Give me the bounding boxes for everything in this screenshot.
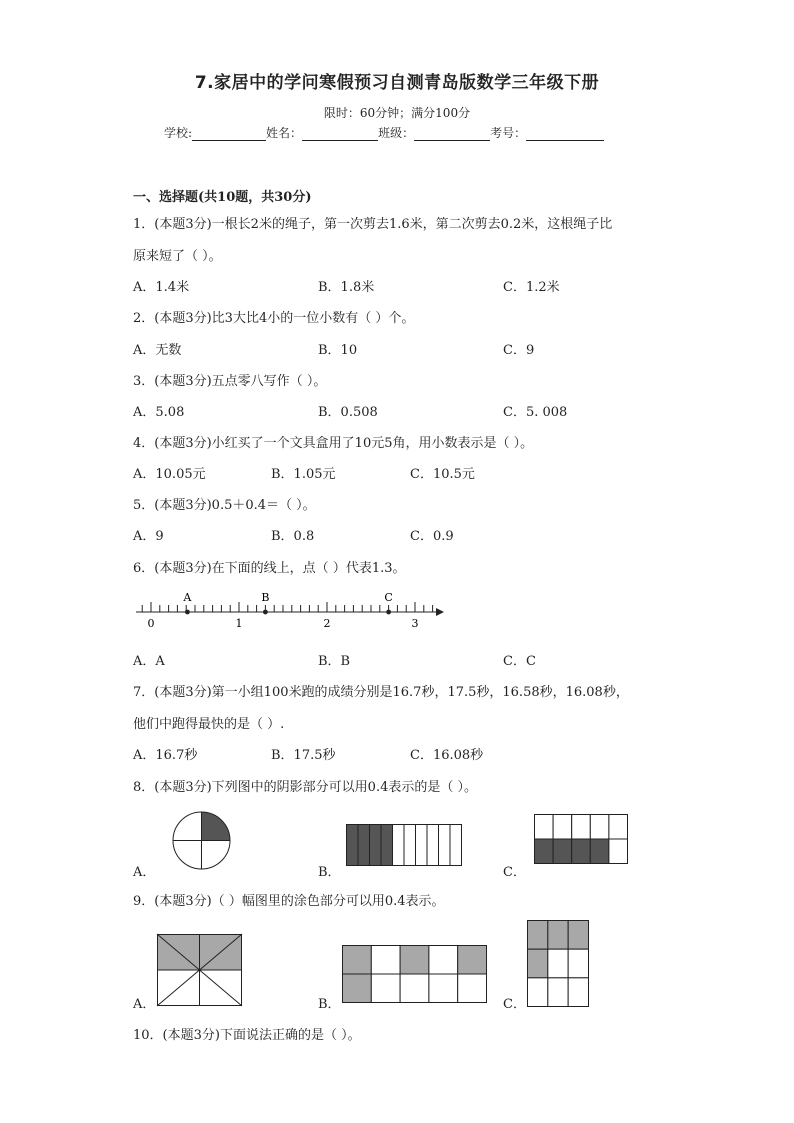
shaded-cell: [572, 839, 591, 864]
point-c-marker: [386, 610, 391, 615]
ten-strip-four-shaded-figure: [346, 824, 462, 866]
student-info-row: [164, 124, 604, 141]
shaded-cell: [548, 921, 568, 950]
empty-cell: [427, 825, 439, 866]
question-8-option-c[interactable]: C．: [503, 865, 526, 880]
empty-cell: [439, 825, 451, 866]
empty-cell: [572, 815, 591, 840]
arrow-head-icon: [436, 608, 444, 616]
question-2-text: 2．(本题3分)比3大比4小的一位小数有（ ）个。: [133, 311, 415, 326]
question-1-text-line2: 原来短了（ ）。: [133, 249, 222, 264]
question-1-text: 1．(本题3分)一根长2米的绳子，第一次剪去1.6米，第二次剪去0.2米，这根绳子比: [133, 217, 613, 232]
empty-cell: [548, 978, 568, 1007]
shaded-cell: [568, 921, 588, 950]
shaded-cell: [528, 949, 548, 978]
question-4-option-c[interactable]: C．10.5元: [410, 467, 475, 482]
question-7-text: 7．(本题3分)第一小组100米跑的成绩分别是16.7秒，17.5秒，16.58秒，16.08秒，: [133, 685, 629, 700]
name-blank[interactable]: [302, 127, 378, 141]
question-7-option-c[interactable]: C．16.08秒: [410, 748, 484, 763]
tick-label-3: 3: [411, 617, 419, 630]
question-9-option-a[interactable]: A．: [133, 997, 156, 1012]
exam-no-label: 考号：: [490, 126, 527, 140]
point-a-marker: [185, 610, 190, 615]
number-line-figure: [130, 585, 450, 633]
question-10-text: 10．(本题3分)下面说法正确的是（ ）。: [133, 1028, 361, 1043]
school-blank[interactable]: [192, 127, 266, 141]
question-9-text: 9．(本题3分)（ ）幅图里的涂色部分可以用0.4表示。: [133, 894, 445, 909]
shaded-cell: [358, 825, 370, 866]
shaded-cell: [400, 946, 429, 975]
question-2-option-a[interactable]: A．无数: [133, 343, 182, 358]
empty-cell: [568, 978, 588, 1007]
question-8-option-b[interactable]: B．: [318, 865, 341, 880]
shaded-cell: [528, 921, 548, 950]
question-3-option-c[interactable]: C．5. 008: [503, 405, 568, 420]
empty-cell: [553, 815, 572, 840]
question-4-option-a[interactable]: A．10.05元: [133, 467, 206, 482]
empty-cell: [535, 815, 554, 840]
shaded-cell: [370, 825, 382, 866]
point-c-label: C: [384, 591, 393, 604]
question-2-option-b[interactable]: B．10: [318, 343, 358, 358]
empty-cell: [450, 825, 462, 866]
question-5-text: 5．(本题3分)0.5＋0.4＝（ ）。: [133, 498, 316, 513]
question-1-option-b[interactable]: B．1.8米: [318, 280, 375, 295]
question-3-text: 3．(本题3分)五点零八写作（ ）。: [133, 374, 327, 389]
empty-cell: [416, 825, 428, 866]
class-label: 班级：: [378, 126, 415, 140]
name-label: 姓名：: [266, 126, 303, 140]
question-2-option-c[interactable]: C．9: [503, 343, 535, 358]
page-title: 7.家居中的学问寒假预习自测青岛版数学三年级下册: [194, 73, 600, 93]
grid-2x5-checkered-figure: [342, 945, 487, 1003]
shaded-cell: [381, 825, 393, 866]
question-8-text: 8．(本题3分)下列图中的阴影部分可以用0.4表示的是（ ）。: [133, 780, 477, 795]
empty-cell: [458, 974, 487, 1003]
empty-cell: [609, 815, 628, 840]
question-7-option-a[interactable]: A．16.7秒: [133, 748, 198, 763]
point-a-label: A: [183, 591, 192, 604]
shaded-cell: [343, 974, 372, 1003]
point-b-marker: [263, 610, 268, 615]
question-5-option-c[interactable]: C．0.9: [410, 529, 454, 544]
shaded-cell: [347, 825, 359, 866]
tick-label-1: 1: [235, 617, 243, 630]
question-1-option-c[interactable]: C．1.2米: [503, 280, 560, 295]
question-6-option-c[interactable]: C．C: [503, 654, 536, 669]
shaded-cell: [343, 946, 372, 975]
empty-cell: [609, 839, 628, 864]
question-6-option-b[interactable]: B．B: [318, 654, 351, 669]
empty-cell: [528, 978, 548, 1007]
empty-cell: [590, 815, 609, 840]
question-7-text-line2: 他们中跑得最快的是（ ）.: [133, 717, 285, 732]
class-blank[interactable]: [414, 127, 490, 141]
grid-3x3-shaded-figure: [527, 920, 589, 1007]
question-9-option-b[interactable]: B．: [318, 997, 341, 1012]
tick-label-0: 0: [147, 617, 155, 630]
shaded-cell: [553, 839, 572, 864]
question-5-option-a[interactable]: A．9: [133, 529, 164, 544]
square-eight-triangles-figure: [157, 934, 242, 1006]
empty-cell: [429, 946, 458, 975]
empty-cell: [568, 949, 588, 978]
empty-cell: [400, 974, 429, 1003]
question-4-text: 4．(本题3分)小红买了一个文具盒用了10元5角，用小数表示是（ ）。: [133, 436, 534, 451]
shaded-cell: [458, 946, 487, 975]
empty-cell: [429, 974, 458, 1003]
grid-2x5-four-shaded-figure: [534, 814, 628, 864]
tick-label-2: 2: [323, 617, 331, 630]
question-3-option-b[interactable]: B．0.508: [318, 405, 378, 420]
empty-cell: [393, 825, 405, 866]
shaded-cell: [535, 839, 554, 864]
empty-cell: [548, 949, 568, 978]
empty-cell: [371, 974, 400, 1003]
question-1-option-a[interactable]: A．1.4米: [133, 280, 190, 295]
shaded-cell: [590, 839, 609, 864]
section-title: 一、选择题(共10题，共30分): [133, 190, 312, 205]
question-5-option-b[interactable]: B．0.8: [271, 529, 315, 544]
question-4-option-b[interactable]: B．1.05元: [271, 467, 336, 482]
question-6-option-a[interactable]: A．A: [133, 654, 165, 669]
question-6-text: 6．(本题3分)在下面的线上，点（ ）代表1.3。: [133, 561, 406, 576]
circle-quarter-shaded-figure: [172, 811, 231, 870]
empty-cell: [371, 946, 400, 975]
empty-cell: [404, 825, 416, 866]
question-9-option-c[interactable]: C．: [503, 997, 526, 1012]
question-8-option-a[interactable]: A．: [133, 865, 156, 880]
question-3-option-a[interactable]: A．5.08: [133, 405, 185, 420]
point-b-label: B: [261, 591, 270, 604]
exam-subtitle: 限时：60分钟；满分100分: [323, 106, 471, 120]
school-label: 学校:: [164, 126, 193, 140]
exam-no-blank[interactable]: [526, 127, 604, 141]
question-7-option-b[interactable]: B．17.5秒: [271, 748, 336, 763]
